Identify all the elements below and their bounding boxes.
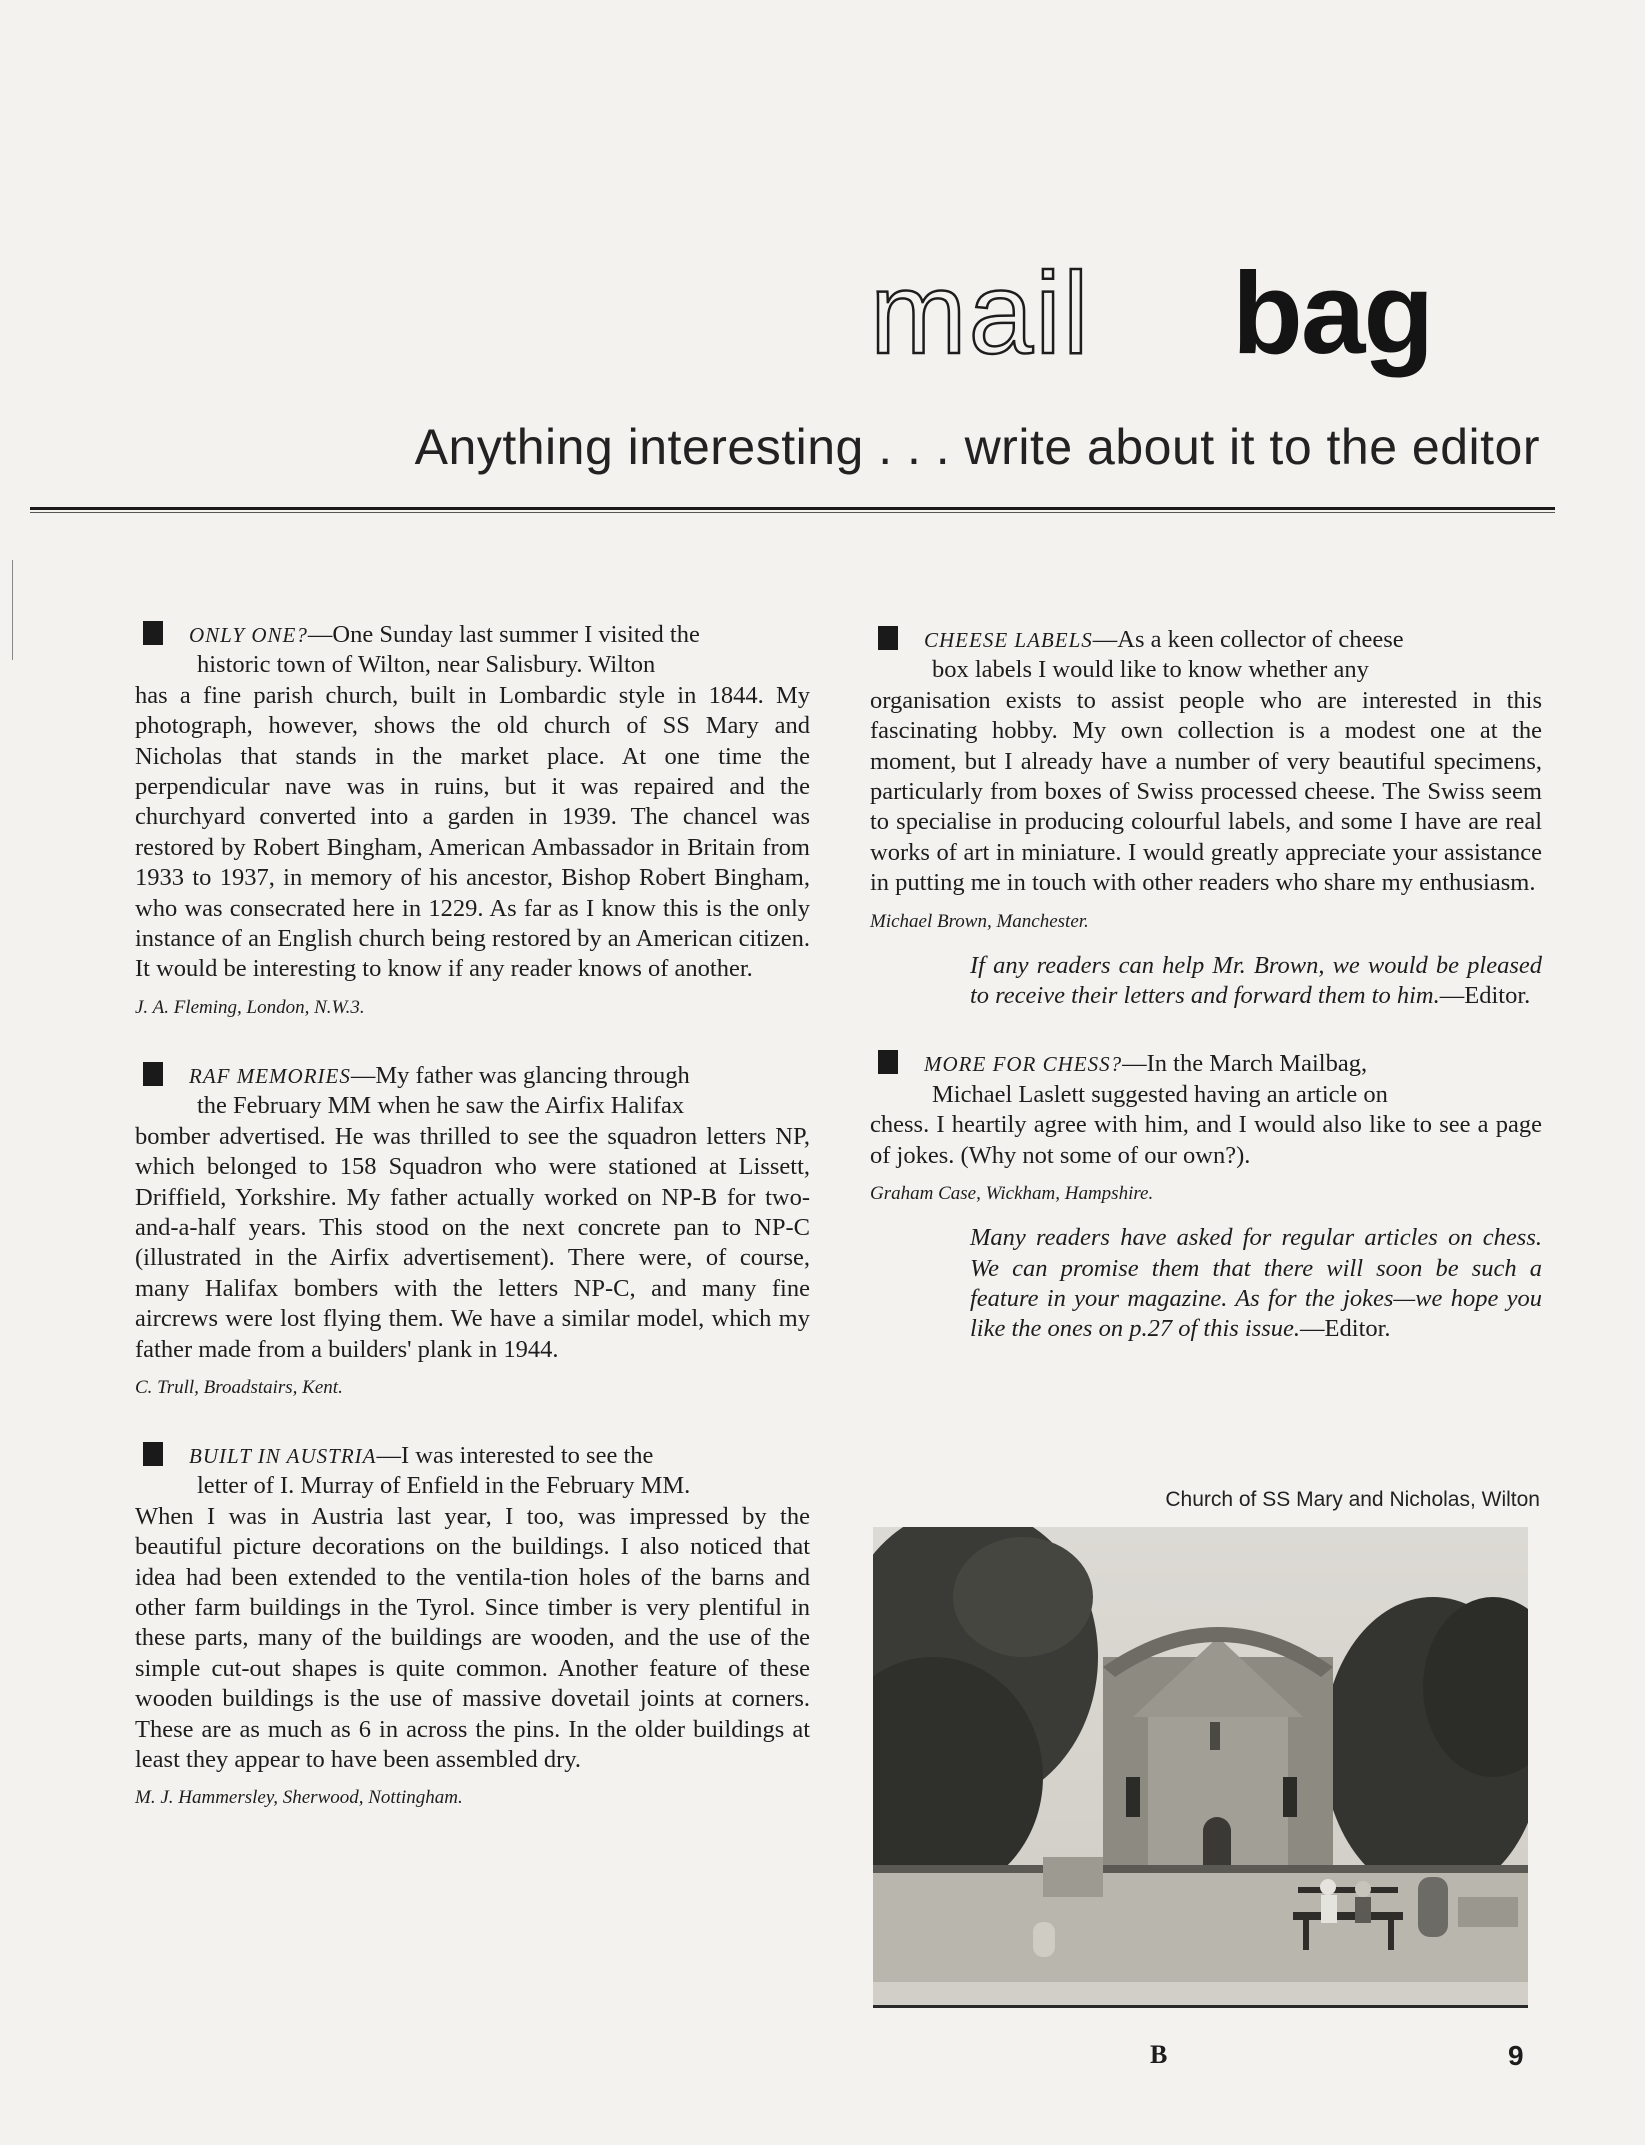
letter-topic: RAF MEMORIES <box>189 1063 351 1088</box>
letter-first-line: —I was interested to see the <box>376 1441 654 1469</box>
margin-mark <box>12 560 13 660</box>
letter-second-line: historic town of Wilton, near Salisbury. Wilton <box>197 651 656 679</box>
masthead-outline-word: mail <box>870 248 1091 378</box>
square-bullet-icon <box>878 1050 898 1074</box>
letter-second-line: letter of I. Murray of Enfield in the February MM. <box>197 1472 691 1500</box>
letter-first-line: —One Sunday last summer I visited the <box>307 621 700 648</box>
square-bullet-icon <box>878 626 898 650</box>
letter-text: When I was in Austria last year, I too, was impressed by the beautiful picture decorations on the buildings. I also noticed that idea had been extended to the ventila-tion holes of the barns and other farm buildings in the Tyrol. Since timber is very plentiful in these parts, many of the buildings are wooden, and the use of the simple cut-out shapes is quite common. Another feature of these wooden buildings is the use of massive dovetail joints at corners. These are as much as 6 in across the pins. In the older buildings at least they appear to have been assembled dry. <box>135 1502 810 1773</box>
editor-reply-sign: —Editor. <box>1439 982 1531 1010</box>
letter-signature: Graham Case, Wickham, Hampshire. <box>870 1183 1154 1205</box>
letter-first-line: —My father was glancing through <box>350 1061 690 1089</box>
letter-body <box>870 1049 1542 1171</box>
square-bullet-icon <box>143 1062 163 1086</box>
church-photo <box>873 1527 1528 2008</box>
letter-text: bomber advertised. He was thrilled to see the squadron letters NP, which belonged to 158 Squadron who were stationed at Lissett, Driffield, Yorkshire. My father actually worked on NP-B for two-and-a-half years. This stood on the next concrete pan to NP-C (illustrated in the Airfix advertisement). There were, of course, many Halifax bombers with the letters NP-C, and many fine aircrews were lost flying them. We have a similar model, which my father made from a builders' plank in 1944. <box>135 1122 810 1363</box>
letter-only-one <box>135 620 810 1019</box>
letter-text: has a fine parish church, built in Lombardic style in 1844. My photograph, however, shows the old church of SS Mary and Nicholas that stands in the market place. At one time the perpendicular nave was in ruins, but it was repaired and the churchyard converted into a garden in 1939. The chancel was restored by Robert Bingham, American Ambassador in Britain from 1933 to 1937, in memory of his ancestor, Bishop Robert Bingham, who was consecrated here in 1229. As far as I know this is the only instance of an English church being restored by an American citizen. It would be interesting to know if any reader knows of another. <box>135 681 810 983</box>
editor-reply <box>970 951 1542 1012</box>
letter-more-for-chess <box>870 1049 1542 1344</box>
right-column <box>870 625 1542 1345</box>
letter-topic: CHEESE LABELS <box>924 628 1093 652</box>
letter-body <box>135 1441 810 1775</box>
header-rule-fine <box>30 512 1555 513</box>
letter-first-line: —In the March Mailbag, <box>1122 1050 1368 1078</box>
letter-body <box>870 625 1542 899</box>
letter-second-line: Michael Laslett suggested having an article on <box>932 1080 1388 1108</box>
letter-signature: C. Trull, Broadstairs, Kent. <box>135 1376 343 1398</box>
letter-text: chess. I heartily agree with him, and I would also like to see a page of jokes. (Why not some of our own?). <box>870 1111 1542 1169</box>
editor-reply-sign: —Editor. <box>1300 1315 1391 1343</box>
left-column <box>135 620 810 1809</box>
letter-topic: ONLY ONE? <box>189 623 308 647</box>
letter-signature: J. A. Fleming, London, N.W.3. <box>135 996 365 1018</box>
letter-second-line: the February MM when he saw the Airfix Halifax <box>197 1092 685 1120</box>
page-subtitle: Anything interesting . . . write about it to the editor <box>414 419 1540 475</box>
letter-topic: BUILT IN AUSTRIA <box>189 1443 377 1468</box>
letter-body <box>135 1061 810 1365</box>
page-number: 9 <box>1508 2040 1524 2071</box>
letter-topic: MORE FOR CHESS? <box>924 1052 1123 1077</box>
letter-first-line: —As a keen collector of cheese <box>1092 626 1404 653</box>
letter-raf-memories <box>135 1061 810 1399</box>
letter-built-in-austria <box>135 1441 810 1809</box>
signature-mark: B <box>1150 2040 1168 2069</box>
masthead-solid-word: bag <box>1232 248 1433 378</box>
photo-caption: Church of SS Mary and Nicholas, Wilton <box>1165 1488 1540 1511</box>
editor-reply-text: If any readers can help Mr. Brown, we would be pleased to receive their letters and forward them to him. <box>970 951 1542 1010</box>
letter-body <box>135 620 810 985</box>
square-bullet-icon <box>143 621 163 645</box>
letter-signature: M. J. Hammersley, Sherwood, Nottingham. <box>135 1787 463 1809</box>
letter-cheese-labels <box>870 625 1542 1011</box>
masthead-logo <box>870 248 1540 378</box>
letter-text: organisation exists to assist people who are interested in this fascinating hobby. My own collection is a modest one at the moment, but I already have a number of very beautiful specimens, particularly from boxes of Swiss processed cheese. The Swiss seem to specialise in producing colourful labels, and some I have are real works of art in miniature. I would greatly appreciate your assistance in putting me in touch with other readers who share my enthusiasm. <box>870 686 1542 897</box>
church-photo-illustration <box>873 1527 1528 2005</box>
letter-second-line: box labels I would like to know whether any <box>932 656 1369 684</box>
letter-signature: Michael Brown, Manchester. <box>870 910 1089 932</box>
editor-reply-text: Many readers have asked for regular articles on chess. We can promise them that there will soon be such a feature in your magazine. As for the jokes—we hope you like the ones on p.27 of this issue. <box>970 1224 1542 1343</box>
header-rule <box>30 507 1555 510</box>
square-bullet-icon <box>143 1442 163 1466</box>
editor-reply <box>970 1223 1542 1345</box>
